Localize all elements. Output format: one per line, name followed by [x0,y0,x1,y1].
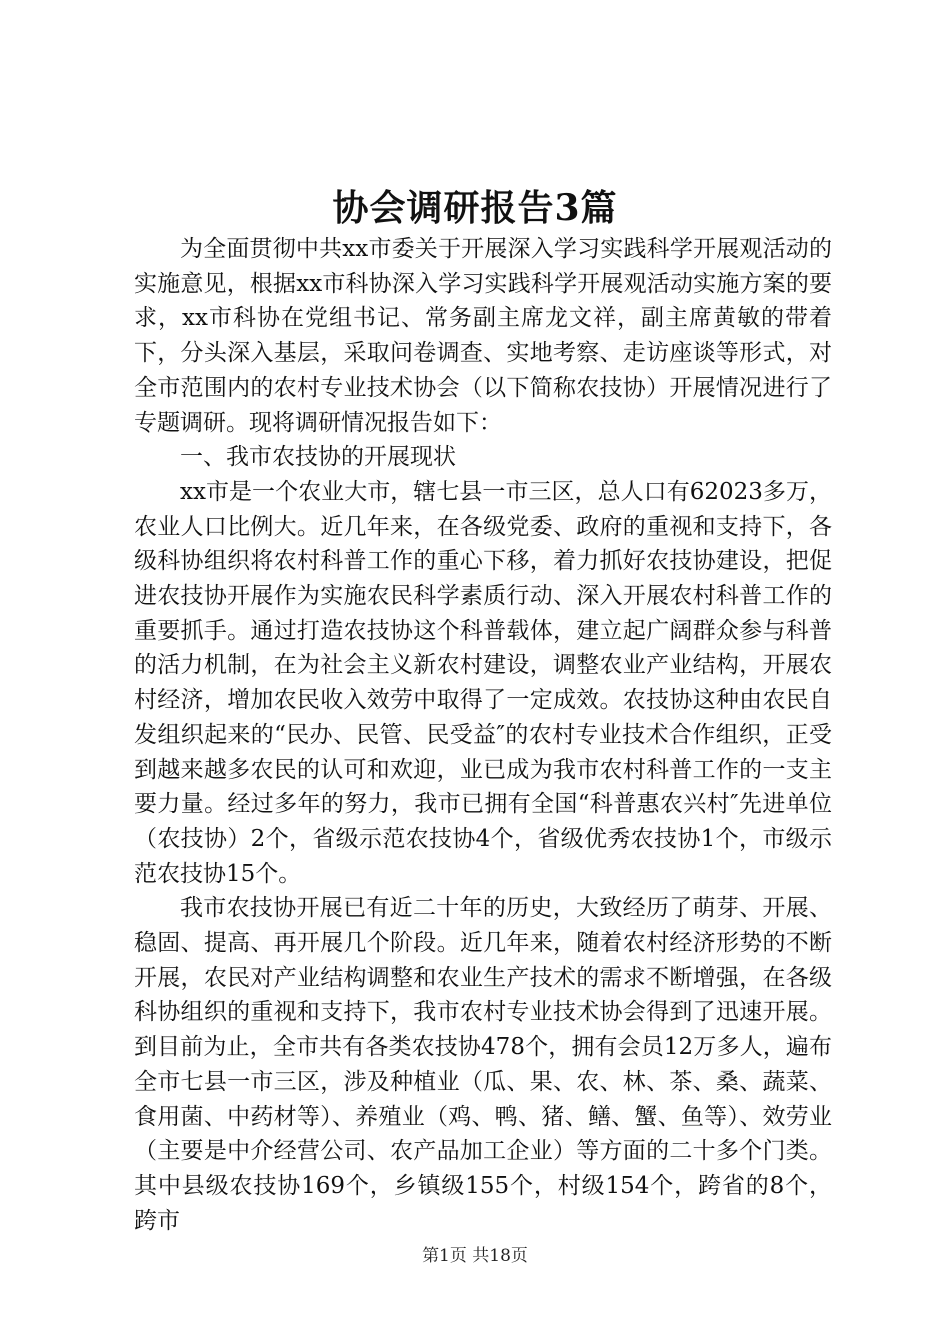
page-footer [0,1244,950,1268]
status-paragraph: xx市是一个农业大市，辖七县一市三区，总人口有62023多万，农业人口比例大。近几年来，在各级党委、政府的重视和支持下，各级科协组织将农村科普工作的重心下移，着力抓好农技协建设，把促进农技协开展作为实施农民科学素质行动、深入开展农村科普工作的重要抓手。通过打造农技协这个科普载体，建立起广阔群众参与科普的活力机制，在为社会主义新农村建设，调整农业产业结构，开展农村经济，增加农民收入效劳中取得了一定成效。农技协这种由农民自发组织起来的“民办、民管、民受益″的农村专业技术合作组织，正受到越来越多农民的认可和欢迎，业已成为我市农村科普工作的一支主要力量。经过多年的努力，我市已拥有全国“科普惠农兴村″先进单位（农技协）2个，省级示范农技协4个，省级优秀农技协1个，市级示范农技协15个。 [134,478,832,887]
section-heading: 一、我市农技协的开展现状 [180,444,456,471]
intro-paragraph: 为全面贯彻中共xx市委关于开展深入学习实践科学开展观活动的实施意见，根据xx市科协深入学习实践科学开展观活动实施方案的要求，xx市科协在党组书记、常务副主席龙文祥，副主席黄敏的带着下，分头深入基层，采取问卷调查、实地考察、走访座谈等形式，对全市范围内的农村专业技术协会（以下简称农技协）开展情况进行了专题调研。现将调研情况报告如下： [134,236,832,436]
page-total: 共18页 [472,1246,528,1266]
page-number: 第1页 [422,1246,467,1266]
document-body [134,232,832,1238]
history-paragraph: 我市农技协开展已有近二十年的历史，大致经历了萌芽、开展、稳固、提高、再开展几个阶段。近几年来，随着农村经济形势的不断开展，农民对产业结构调整和农业生产技术的需求不断增强，在各级科协组织的重视和支持下，我市农村专业技术协会得到了迅速开展。到目前为止，全市共有各类农技协478个，拥有会员12万多人，遍布全市七县一市三区，涉及种植业（瓜、果、农、林、茶、桑、蔬菜、食用菌、中药材等）、养殖业（鸡、鸭、猪、鳝、蟹、鱼等）、效劳业（主要是中介经营公司、农产品加工企业）等方面的二十多个门类。其中县级农技协169个，乡镇级155个，村级154个，跨省的8个，跨市 [134,895,832,1234]
document-title: 协会调研报告3篇 [332,187,618,229]
